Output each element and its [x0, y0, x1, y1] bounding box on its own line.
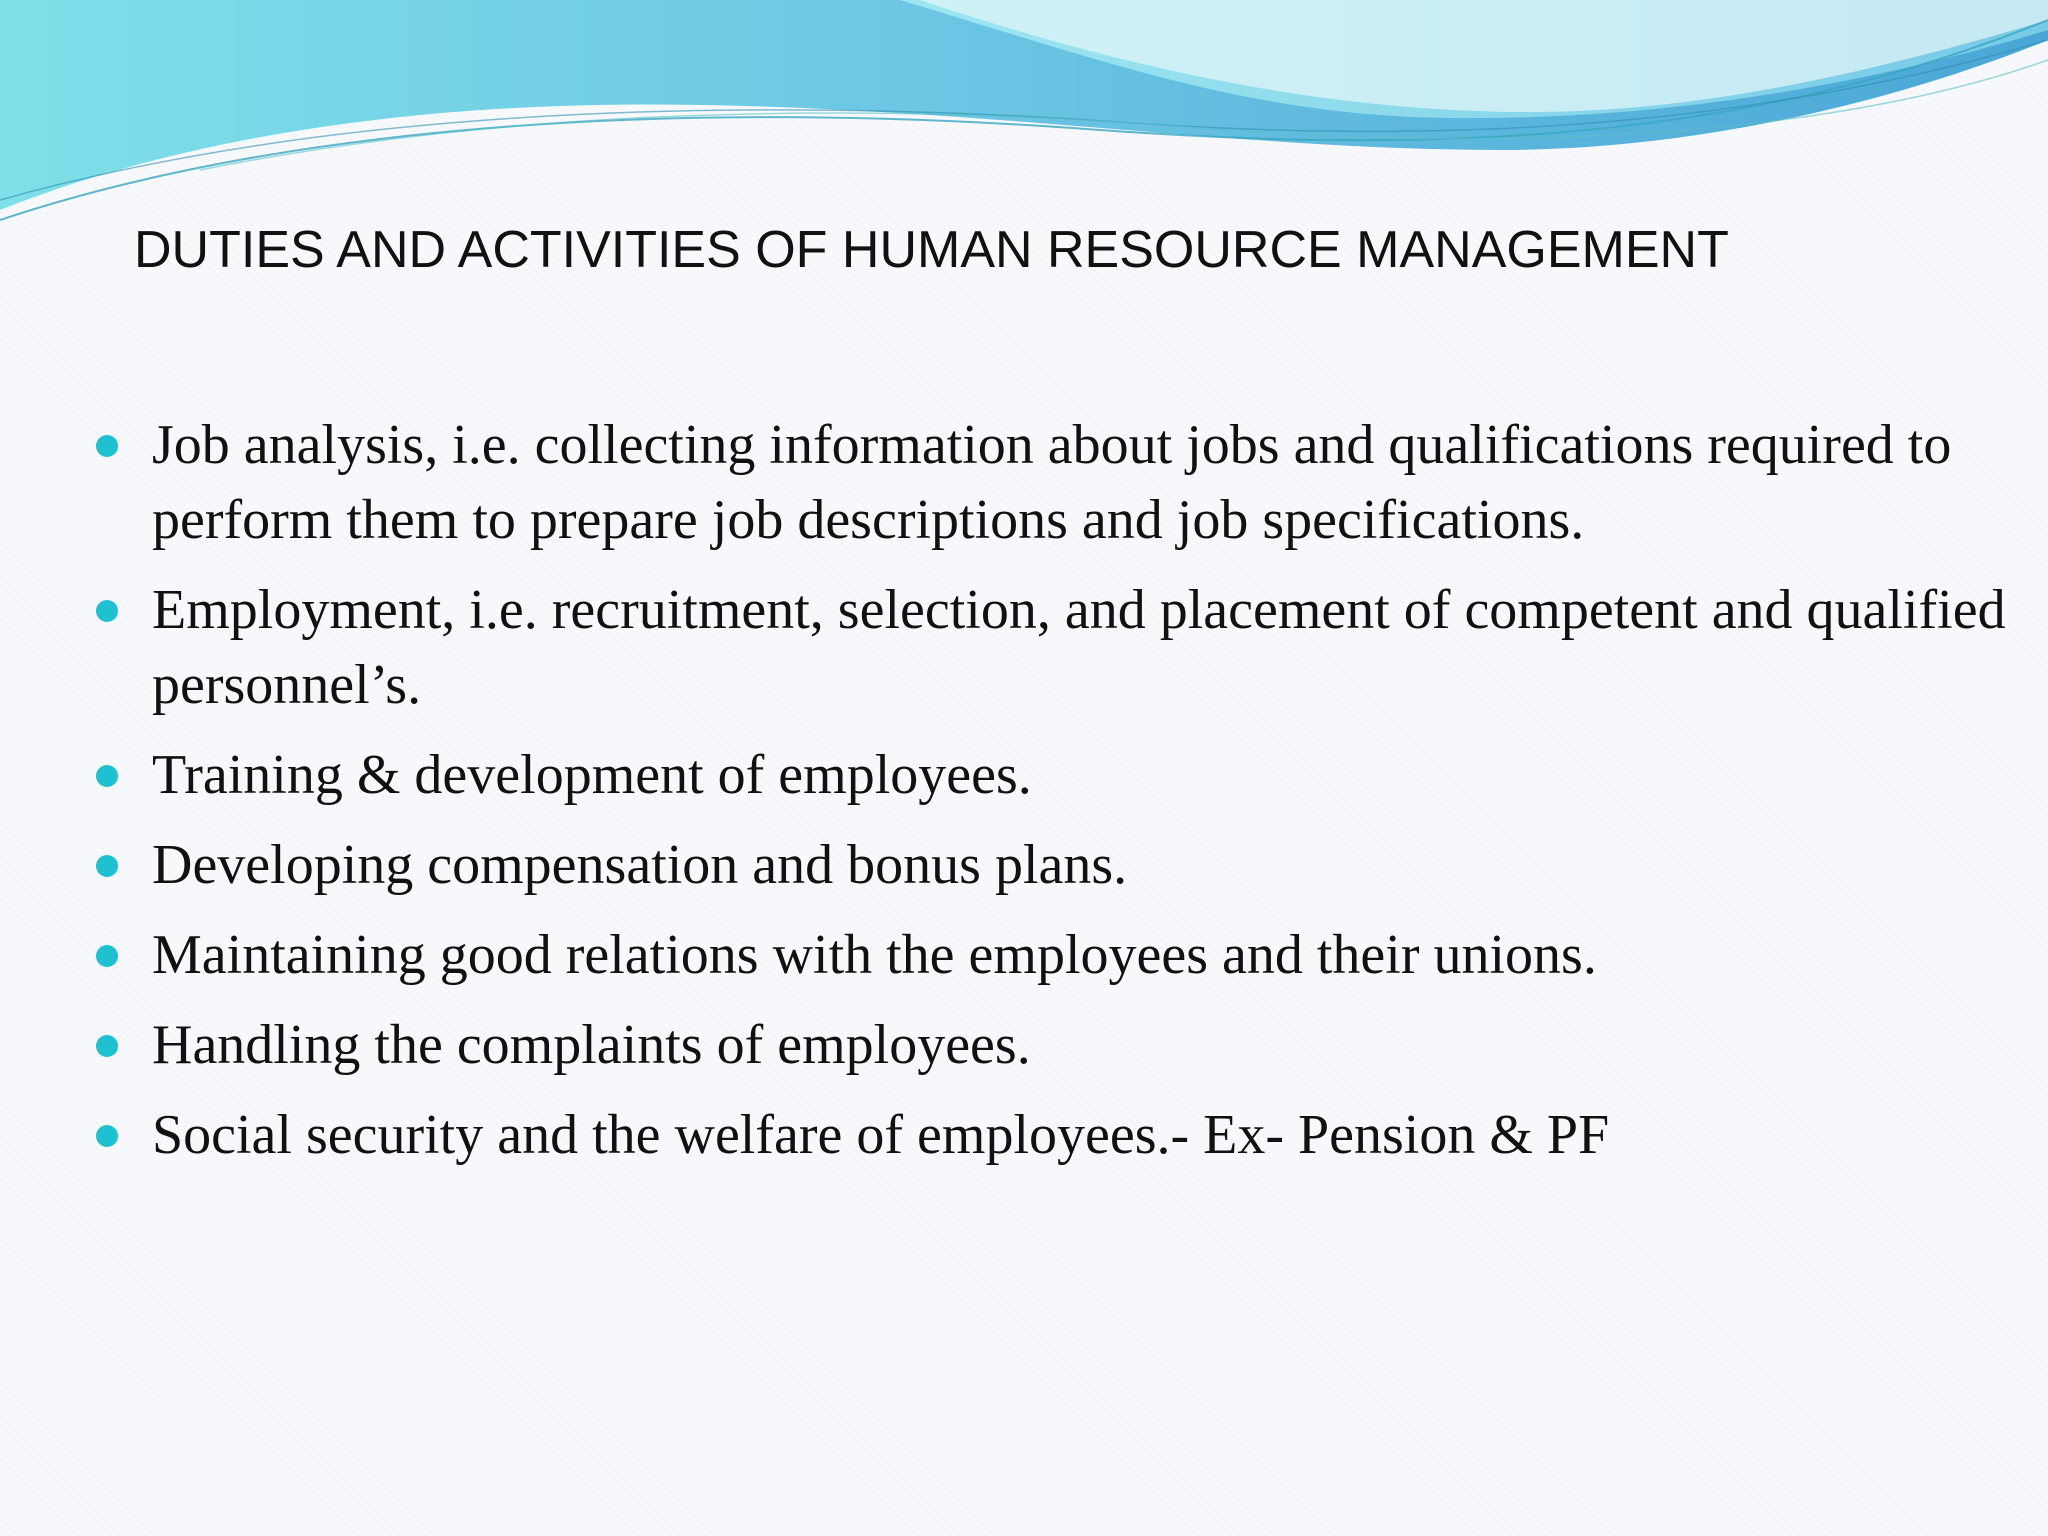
bullet-text: Social security and the welfare of employees.- Ex- Pension & PF [152, 1104, 1610, 1166]
bullet-text: Handling the complaints of employees. [152, 1014, 1031, 1076]
bullet-text: Training & development of employees. [152, 744, 1032, 806]
bullet-dot-icon [96, 1035, 118, 1057]
bullet-dot-icon [96, 945, 118, 967]
header-wave-decoration [0, 0, 2048, 240]
bullet-item-compensation [96, 828, 2016, 903]
bullet-text: Job analysis, i.e. collecting information about jobs and qualifications required to perform them to prepare job descriptions and job specifications. [152, 414, 1952, 551]
bullet-item-job-analysis [96, 408, 2016, 558]
bullet-dot-icon [96, 855, 118, 877]
bullet-dot-icon [96, 1125, 118, 1147]
bullet-item-training [96, 738, 2016, 813]
bullet-text: Employment, i.e. recruitment, selection, and placement of competent and qualified personnel’s. [152, 579, 2006, 716]
bullet-list [96, 408, 2016, 1188]
bullet-item-relations [96, 918, 2016, 993]
bullet-item-complaints [96, 1008, 2016, 1083]
bullet-item-employment [96, 573, 2016, 723]
bullet-dot-icon [96, 435, 118, 457]
bullet-dot-icon [96, 765, 118, 787]
bullet-text: Developing compensation and bonus plans. [152, 834, 1128, 896]
slide-title: DUTIES AND ACTIVITIES OF HUMAN RESOURCE MANAGEMENT [134, 221, 1729, 279]
bullet-item-social-security [96, 1098, 2016, 1173]
bullet-dot-icon [96, 600, 118, 622]
bullet-text: Maintaining good relations with the employees and their unions. [152, 924, 1597, 986]
